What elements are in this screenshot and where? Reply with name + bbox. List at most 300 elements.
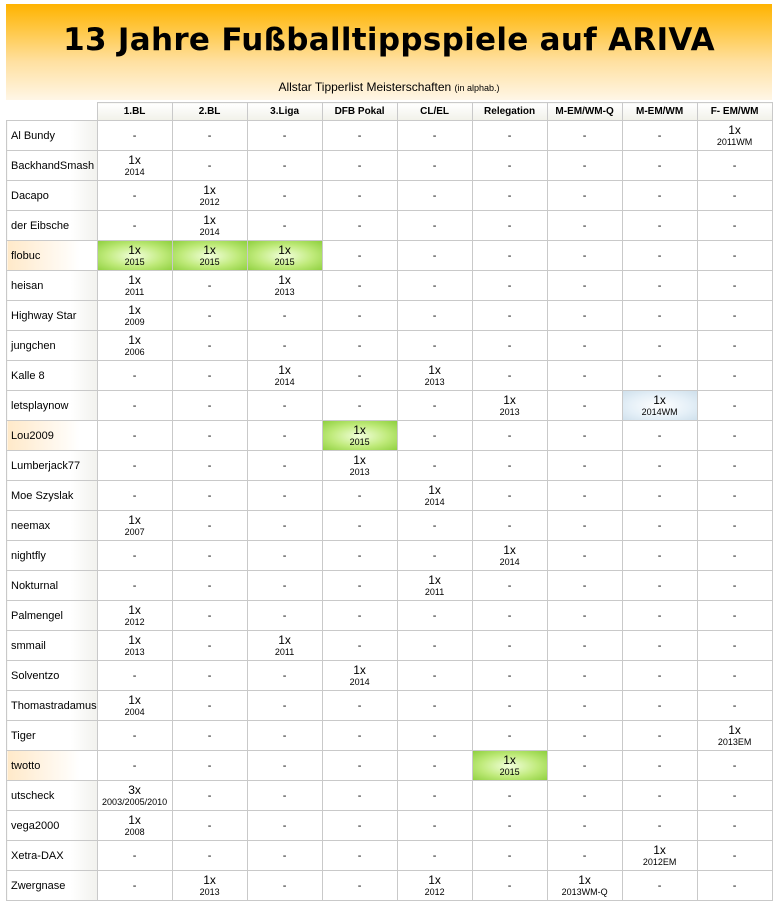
empty-marker: -: [732, 789, 737, 802]
title-years: 2013: [424, 376, 445, 387]
empty-marker: -: [432, 249, 437, 262]
title-years: 2015: [349, 436, 370, 447]
empty-cell: [247, 541, 322, 571]
empty-cell: [547, 841, 622, 871]
title-cell: [397, 481, 472, 511]
empty-marker: -: [357, 699, 362, 712]
empty-cell: [322, 631, 397, 661]
title-count: 1x: [503, 392, 516, 407]
title-cell: [622, 841, 697, 871]
empty-marker: -: [657, 609, 662, 622]
empty-marker: -: [207, 309, 212, 322]
player-name: Al Bundy: [7, 121, 98, 151]
column-header-m-em-wm-q: M-EM/WM-Q: [547, 103, 622, 121]
title-years: 2011: [124, 286, 145, 297]
empty-cell: [622, 271, 697, 301]
empty-marker: -: [207, 579, 212, 592]
empty-cell: [622, 721, 697, 751]
player-name: Highway Star: [7, 301, 98, 331]
empty-marker: -: [582, 579, 587, 592]
empty-marker: -: [357, 849, 362, 862]
empty-marker: -: [732, 879, 737, 892]
empty-cell: [322, 571, 397, 601]
empty-marker: -: [357, 219, 362, 232]
empty-cell: [247, 301, 322, 331]
empty-marker: -: [282, 879, 287, 892]
empty-cell: [322, 121, 397, 151]
table-row: [7, 211, 773, 241]
empty-cell: [397, 691, 472, 721]
title-count: 1x: [128, 152, 141, 167]
empty-marker: -: [507, 879, 512, 892]
title-years: 2012EM: [642, 856, 677, 867]
title-count: 1x: [128, 632, 141, 647]
title-cell: [97, 691, 172, 721]
empty-cell: [472, 601, 547, 631]
title-count: 1x: [578, 872, 591, 887]
table-row: [7, 271, 773, 301]
empty-cell: [172, 781, 247, 811]
empty-cell: [622, 811, 697, 841]
player-name: letsplaynow: [7, 391, 98, 421]
player-name: Dacapo: [7, 181, 98, 211]
empty-marker: -: [657, 669, 662, 682]
player-name: Lumberjack77: [7, 451, 98, 481]
empty-marker: -: [132, 879, 137, 892]
empty-cell: [622, 601, 697, 631]
table-header-row: [7, 103, 773, 121]
empty-marker: -: [657, 129, 662, 142]
empty-marker: -: [432, 309, 437, 322]
empty-cell: [547, 391, 622, 421]
table-row: [7, 241, 773, 271]
empty-marker: -: [657, 879, 662, 892]
empty-cell: [397, 181, 472, 211]
title-cell: [172, 241, 247, 271]
empty-marker: -: [357, 519, 362, 532]
empty-marker: -: [207, 849, 212, 862]
empty-marker: -: [507, 369, 512, 382]
empty-cell: [622, 631, 697, 661]
empty-cell: [97, 181, 172, 211]
empty-marker: -: [132, 189, 137, 202]
empty-marker: -: [582, 849, 587, 862]
title-cell: [697, 121, 772, 151]
empty-marker: -: [357, 549, 362, 562]
empty-cell: [622, 241, 697, 271]
title-cell: [97, 781, 172, 811]
player-name: heisan: [7, 271, 98, 301]
empty-cell: [247, 121, 322, 151]
title-cell: [97, 631, 172, 661]
empty-cell: [622, 481, 697, 511]
title-cell: [247, 271, 322, 301]
player-name: Zwergnase: [7, 871, 98, 901]
table-row: [7, 601, 773, 631]
empty-marker: -: [657, 549, 662, 562]
empty-cell: [547, 601, 622, 631]
title-count: 1x: [278, 632, 291, 647]
title-years: 2013EM: [717, 736, 752, 747]
title-years: 2014WM: [641, 406, 678, 417]
title-cell: [322, 661, 397, 691]
empty-marker: -: [507, 459, 512, 472]
title-count: 1x: [503, 542, 516, 557]
column-header-relegation: Relegation: [472, 103, 547, 121]
empty-cell: [397, 271, 472, 301]
empty-cell: [322, 331, 397, 361]
title-count: 3x: [128, 782, 141, 797]
empty-marker: -: [657, 819, 662, 832]
title-years: 2013: [274, 286, 295, 297]
title-cell: [322, 451, 397, 481]
title-years: 2015: [274, 256, 295, 267]
empty-marker: -: [507, 159, 512, 172]
empty-cell: [622, 871, 697, 901]
table-row: [7, 511, 773, 541]
empty-marker: -: [657, 219, 662, 232]
empty-marker: -: [732, 669, 737, 682]
empty-marker: -: [357, 639, 362, 652]
empty-cell: [697, 511, 772, 541]
empty-marker: -: [582, 159, 587, 172]
empty-cell: [697, 421, 772, 451]
empty-cell: [322, 751, 397, 781]
empty-marker: -: [357, 189, 362, 202]
empty-marker: -: [357, 339, 362, 352]
player-name: neemax: [7, 511, 98, 541]
player-name: vega2000: [7, 811, 98, 841]
empty-cell: [397, 841, 472, 871]
empty-cell: [172, 301, 247, 331]
empty-marker: -: [432, 789, 437, 802]
empty-marker: -: [207, 159, 212, 172]
column-header-2bl: 2.BL: [172, 103, 247, 121]
column-header-cl-el: CL/EL: [397, 103, 472, 121]
empty-marker: -: [507, 579, 512, 592]
empty-marker: -: [357, 759, 362, 772]
title-cell: [97, 511, 172, 541]
empty-cell: [547, 511, 622, 541]
empty-cell: [697, 481, 772, 511]
empty-cell: [172, 481, 247, 511]
empty-marker: -: [282, 579, 287, 592]
empty-marker: -: [507, 519, 512, 532]
title-cell: [247, 631, 322, 661]
player-name: flobuc: [7, 241, 98, 271]
empty-cell: [172, 841, 247, 871]
empty-marker: -: [582, 789, 587, 802]
title-count: 1x: [128, 242, 141, 257]
empty-cell: [697, 541, 772, 571]
empty-marker: -: [282, 159, 287, 172]
empty-cell: [622, 571, 697, 601]
empty-marker: -: [432, 609, 437, 622]
empty-cell: [322, 781, 397, 811]
empty-cell: [247, 211, 322, 241]
empty-marker: -: [582, 609, 587, 622]
title-years: 2009: [124, 316, 145, 327]
title-count: 1x: [203, 872, 216, 887]
empty-marker: -: [657, 489, 662, 502]
table-row: [7, 691, 773, 721]
empty-cell: [397, 781, 472, 811]
empty-cell: [697, 601, 772, 631]
empty-marker: -: [132, 549, 137, 562]
empty-cell: [322, 871, 397, 901]
empty-marker: -: [357, 819, 362, 832]
title-count: 1x: [653, 392, 666, 407]
table-row: [7, 811, 773, 841]
title-count: 1x: [353, 422, 366, 437]
empty-marker: -: [432, 339, 437, 352]
empty-cell: [547, 691, 622, 721]
title-count: 1x: [128, 692, 141, 707]
title-count: 1x: [728, 122, 741, 137]
empty-cell: [97, 571, 172, 601]
empty-cell: [697, 691, 772, 721]
empty-cell: [397, 511, 472, 541]
empty-marker: -: [282, 729, 287, 742]
empty-cell: [97, 451, 172, 481]
table-row: [7, 121, 773, 151]
empty-marker: -: [207, 519, 212, 532]
empty-cell: [622, 661, 697, 691]
empty-cell: [397, 721, 472, 751]
empty-cell: [322, 541, 397, 571]
empty-marker: -: [582, 279, 587, 292]
empty-cell: [322, 481, 397, 511]
empty-marker: -: [582, 429, 587, 442]
empty-marker: -: [432, 519, 437, 532]
title-cell: [247, 241, 322, 271]
empty-cell: [97, 211, 172, 241]
empty-cell: [172, 751, 247, 781]
empty-marker: -: [132, 759, 137, 772]
player-name: Solventzo: [7, 661, 98, 691]
empty-marker: -: [657, 369, 662, 382]
empty-marker: -: [507, 819, 512, 832]
empty-marker: -: [432, 159, 437, 172]
title-count: 1x: [128, 272, 141, 287]
empty-marker: -: [207, 489, 212, 502]
title-cell: [397, 871, 472, 901]
empty-marker: -: [732, 249, 737, 262]
empty-cell: [547, 781, 622, 811]
title-count: 1x: [428, 362, 441, 377]
empty-cell: [547, 451, 622, 481]
empty-cell: [547, 721, 622, 751]
empty-marker: -: [582, 549, 587, 562]
title-cell: [97, 271, 172, 301]
empty-marker: -: [357, 879, 362, 892]
empty-cell: [622, 781, 697, 811]
empty-cell: [322, 811, 397, 841]
empty-marker: -: [582, 819, 587, 832]
title-count: 1x: [128, 812, 141, 827]
empty-marker: -: [657, 189, 662, 202]
empty-marker: -: [132, 459, 137, 472]
title-years: 2015: [499, 766, 520, 777]
empty-cell: [697, 151, 772, 181]
empty-cell: [247, 811, 322, 841]
page-title: 13 Jahre Fußballtippspiele auf ARIVA: [63, 22, 715, 58]
empty-cell: [472, 181, 547, 211]
empty-cell: [247, 571, 322, 601]
table-row: [7, 421, 773, 451]
empty-cell: [547, 811, 622, 841]
empty-cell: [697, 361, 772, 391]
empty-marker: -: [582, 459, 587, 472]
empty-cell: [322, 841, 397, 871]
empty-cell: [472, 361, 547, 391]
empty-marker: -: [732, 369, 737, 382]
empty-marker: -: [732, 489, 737, 502]
empty-cell: [247, 841, 322, 871]
title-cell: [322, 421, 397, 451]
empty-cell: [547, 631, 622, 661]
empty-marker: -: [207, 399, 212, 412]
empty-cell: [172, 601, 247, 631]
empty-marker: -: [432, 189, 437, 202]
title-years: 2003/2005/2010: [102, 796, 168, 807]
empty-marker: -: [207, 279, 212, 292]
empty-cell: [97, 421, 172, 451]
empty-marker: -: [357, 279, 362, 292]
empty-cell: [172, 661, 247, 691]
title-count: 1x: [203, 212, 216, 227]
empty-marker: -: [732, 549, 737, 562]
empty-cell: [397, 811, 472, 841]
empty-marker: -: [582, 759, 587, 772]
empty-cell: [247, 871, 322, 901]
title-count: 1x: [353, 452, 366, 467]
table-row: [7, 391, 773, 421]
table-row: [7, 361, 773, 391]
empty-cell: [547, 571, 622, 601]
empty-marker: -: [657, 159, 662, 172]
empty-cell: [622, 211, 697, 241]
empty-cell: [622, 151, 697, 181]
empty-marker: -: [282, 459, 287, 472]
player-name: BackhandSmash: [7, 151, 98, 181]
title-count: 1x: [278, 272, 291, 287]
title-years: 2012: [124, 616, 145, 627]
empty-marker: -: [357, 489, 362, 502]
title-count: 1x: [128, 512, 141, 527]
empty-cell: [697, 181, 772, 211]
empty-marker: -: [132, 429, 137, 442]
empty-marker: -: [582, 189, 587, 202]
empty-marker: -: [732, 159, 737, 172]
empty-marker: -: [132, 399, 137, 412]
title-cell: [172, 871, 247, 901]
empty-cell: [472, 661, 547, 691]
empty-cell: [322, 391, 397, 421]
empty-marker: -: [582, 399, 587, 412]
empty-marker: -: [732, 399, 737, 412]
empty-cell: [547, 121, 622, 151]
title-years: 2013: [124, 646, 145, 657]
empty-marker: -: [432, 729, 437, 742]
empty-marker: -: [432, 399, 437, 412]
title-years: 2012: [424, 886, 445, 897]
empty-marker: -: [732, 579, 737, 592]
empty-cell: [172, 511, 247, 541]
empty-marker: -: [432, 759, 437, 772]
header-corner: [7, 103, 98, 121]
empty-cell: [697, 781, 772, 811]
table-row: [7, 331, 773, 361]
title-years: 2012: [199, 196, 220, 207]
empty-marker: -: [582, 699, 587, 712]
empty-cell: [247, 721, 322, 751]
empty-marker: -: [582, 129, 587, 142]
title-years: 2013: [499, 406, 520, 417]
empty-marker: -: [432, 129, 437, 142]
empty-cell: [172, 151, 247, 181]
empty-marker: -: [357, 789, 362, 802]
empty-cell: [247, 481, 322, 511]
empty-cell: [697, 301, 772, 331]
empty-marker: -: [507, 729, 512, 742]
empty-marker: -: [207, 729, 212, 742]
title-cell: [397, 361, 472, 391]
subtitle-text: Allstar Tipperlist Meisterschaften: [278, 80, 452, 94]
table-row: [7, 751, 773, 781]
empty-marker: -: [732, 819, 737, 832]
empty-marker: -: [357, 249, 362, 262]
empty-marker: -: [282, 669, 287, 682]
empty-cell: [547, 421, 622, 451]
empty-marker: -: [732, 519, 737, 532]
empty-marker: -: [507, 609, 512, 622]
empty-marker: -: [732, 459, 737, 472]
empty-cell: [322, 601, 397, 631]
title-cell: [547, 871, 622, 901]
empty-cell: [397, 661, 472, 691]
empty-cell: [472, 331, 547, 361]
empty-marker: -: [207, 369, 212, 382]
empty-marker: -: [282, 819, 287, 832]
empty-marker: -: [582, 669, 587, 682]
table-row: [7, 451, 773, 481]
column-header-m-em-wm: M-EM/WM: [622, 103, 697, 121]
title-years: 2015: [199, 256, 220, 267]
player-name: Moe Szyslak: [7, 481, 98, 511]
empty-cell: [172, 631, 247, 661]
empty-cell: [547, 151, 622, 181]
table-row: [7, 481, 773, 511]
column-header-3liga: 3.Liga: [247, 103, 322, 121]
empty-cell: [322, 721, 397, 751]
table-row: [7, 181, 773, 211]
player-name: jungchen: [7, 331, 98, 361]
title-banner: [6, 4, 772, 100]
empty-marker: -: [432, 429, 437, 442]
title-years: 2014: [424, 496, 445, 507]
title-cell: [172, 211, 247, 241]
empty-marker: -: [132, 219, 137, 232]
page-subtitle: [6, 80, 772, 94]
empty-cell: [622, 331, 697, 361]
empty-cell: [397, 121, 472, 151]
empty-cell: [247, 511, 322, 541]
empty-cell: [697, 751, 772, 781]
player-name: nightfly: [7, 541, 98, 571]
empty-cell: [622, 361, 697, 391]
empty-cell: [97, 841, 172, 871]
